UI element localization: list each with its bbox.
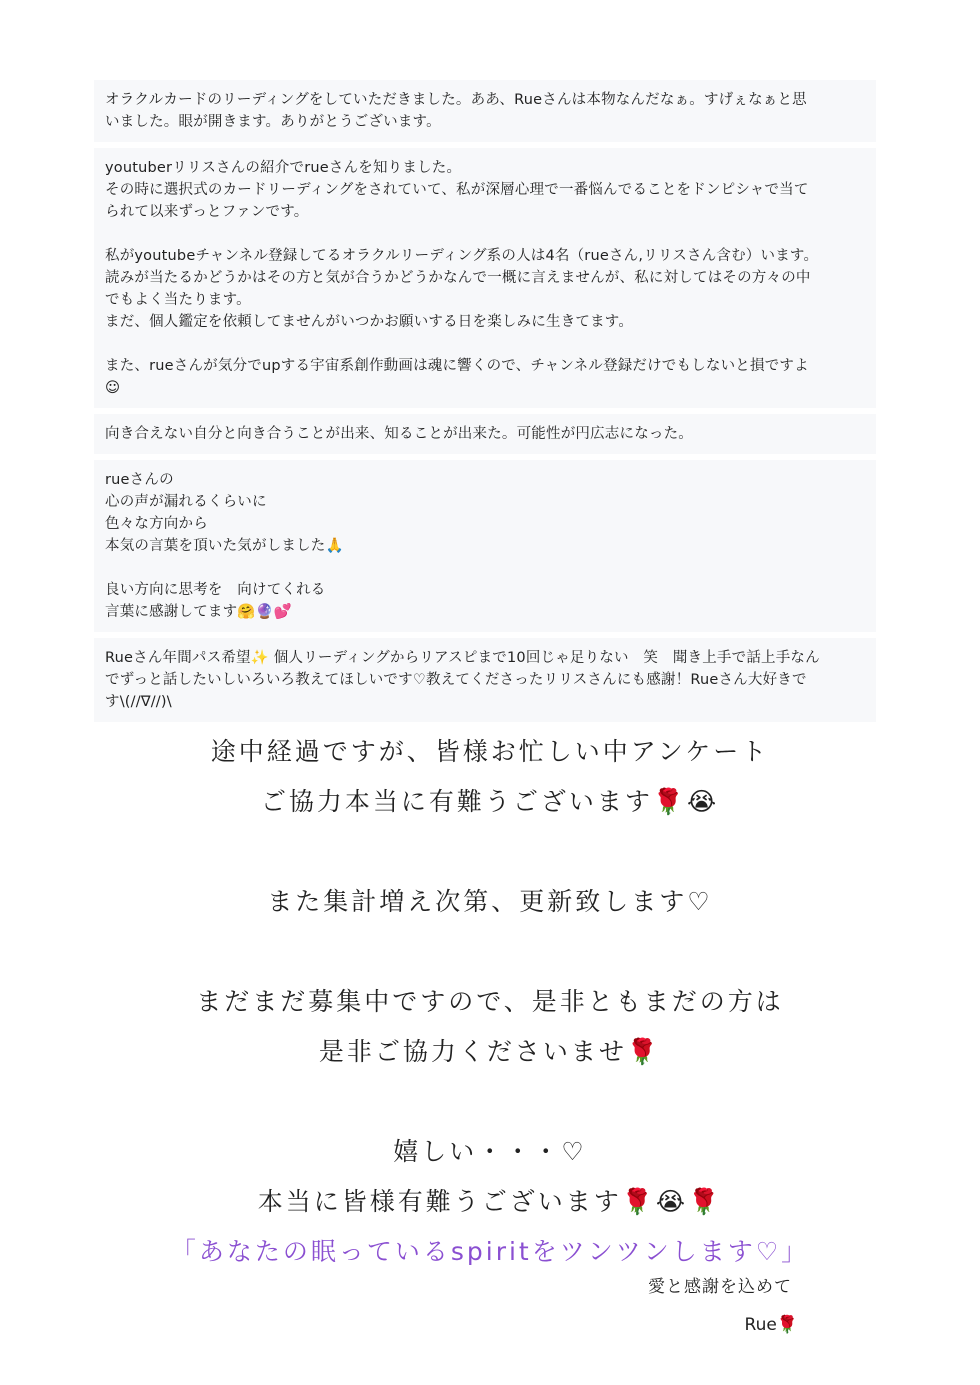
review-line: まだ、個人鑑定を依頼してませんがいつかお願いする日を楽しみに生きてます。 — [105, 314, 634, 330]
message-line — [0, 827, 980, 877]
message-line: まだまだ募集中ですので、是非ともまだの方は — [196, 987, 784, 1016]
review-line: 私がyoutubeチャンネル登録してるオラクルリーディング系の人は4名（rueさん,リリスさん含む）います。 — [105, 248, 819, 264]
review-line: ☺ — [105, 380, 121, 396]
review-line: Rueさん年間パス希望✨ 個人リーディングからリアスピまで10回じゃ足りない 笑 聞き上手で話上手なん — [105, 650, 820, 666]
message-line: ご協力本当に有難うございます🌹😭 — [260, 787, 720, 816]
review-line: その時に選択式のカードリーディングをされていて、私が深層心理で一番悩んでることをドンピシャで当て — [105, 182, 809, 198]
reviews-list — [94, 80, 876, 728]
review-line: 読みが当たるかどうかはその方と気が合うかどうかなんで一概に言えませんが、私に対してはその方々の中 — [105, 270, 811, 286]
review-line: いました。眼が開きます。ありがとうございます。 — [105, 114, 441, 130]
review-line: す\(//∇//)\ — [105, 694, 172, 710]
review-line: 良い方向に思考を 向けてくれる — [105, 582, 326, 598]
review-card — [94, 638, 876, 722]
review-line: でもよく当たります。 — [105, 292, 251, 308]
review-line: 向き合えない自分と向き合うことが出来、知ることが出来た。可能性が円広志になった。 — [105, 426, 693, 442]
review-line: rueさんの — [105, 472, 174, 488]
review-line: youtuberリリスさんの紹介でrueさんを知りました。 — [105, 160, 462, 176]
review-card — [94, 460, 876, 632]
message-line: 嬉しい・・・♡ — [393, 1137, 587, 1166]
review-line: でずっと話したいしいろいろ教えてほしいです♡教えてくださったリリスさんにも感謝！Rueさん大好きで — [105, 672, 807, 688]
signature-name: Rue🌹 — [744, 1315, 798, 1335]
review-line — [105, 557, 864, 579]
review-line: また、rueさんが気分でupする宇宙系創作動画は魂に響くので、チャンネル登録だけでもしないと損ですよ — [105, 358, 809, 374]
review-card — [94, 148, 876, 408]
review-line: 心の声が漏れるくらいに — [105, 494, 267, 510]
signoff — [600, 1268, 840, 1344]
message-line — [0, 1077, 980, 1127]
thank-you-message — [0, 727, 980, 1277]
review-line: 本気の言葉を頂いた気がしました🙏 — [105, 538, 344, 554]
review-line — [105, 223, 864, 245]
review-line: オラクルカードのリーディングをしていただきました。ああ、Rueさんは本物なんだなぁ。すげぇなぁと思 — [105, 92, 807, 108]
tagline: 「あなたの眠っているspiritをツンツンします♡」 — [170, 1237, 810, 1266]
message-line: 本当に皆様有難うございます🌹😭🌹 — [257, 1187, 723, 1216]
review-line — [105, 333, 864, 355]
message-line: 途中経過ですが、皆様お忙しい中アンケート — [210, 737, 770, 766]
review-card — [94, 80, 876, 142]
message-line: 是非ご協力くださいませ🌹 — [318, 1037, 662, 1066]
closing-text: 愛と感謝を込めて — [648, 1277, 792, 1297]
review-line: 言葉に感謝してます🤗🔮💕 — [105, 604, 293, 620]
message-line — [0, 927, 980, 977]
message-line: また集計増え次第、更新致します♡ — [267, 887, 713, 916]
review-line: られて以来ずっとファンです。 — [105, 204, 309, 220]
review-card — [94, 414, 876, 454]
review-line: 色々な方向から — [105, 516, 208, 532]
